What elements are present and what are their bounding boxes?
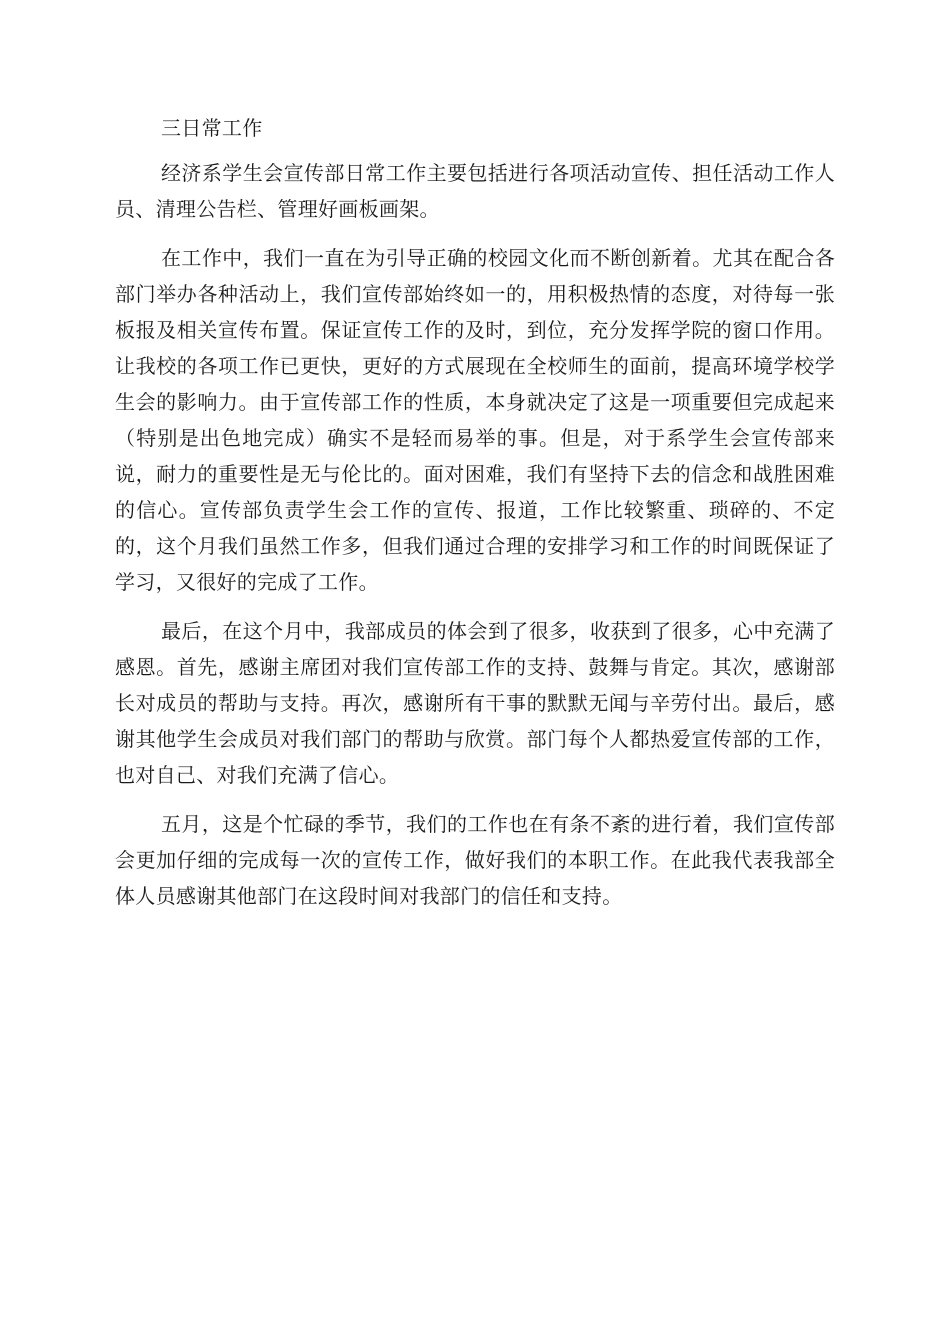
paragraph-gratitude: 最后，在这个月中，我部成员的体会到了很多，收获到了很多，心中充满了感恩。首先，感谢主席团对我们宣传部工作的支持、鼓舞与肯定。其次，感谢部长对成员的帮助与支持。再次，感谢所有干事的默默无闻与辛劳付出。最后，感谢其他学生会成员对我们部门的帮助与欣赏。部门每个人都热爱宣传部的工作，也对自己、对我们充满了信心。 (115, 619, 835, 787)
paragraph-work-description: 在工作中，我们一直在为引导正确的校园文化而不断创新着。尤其在配合各部门举办各种活动上，我们宣传部始终如一的，用积极热情的态度，对待每一张板报及相关宣传布置。保证宣传工作的及时，到位，充分发挥学院的窗口作用。让我校的各项工作已更快，更好的方式展现在全校师生的面前，提高环境学校学生会的影响力。由于宣传部工作的性质，本身就决定了这是一项重要但完成起来（特别是出色地完成）确实不是轻而易举的事。但是，对于系学生会宣传部来说，耐力的重要性是无与伦比的。面对困难，我们有坚持下去的信念和战胜困难的信心。宣传部负责学生会工作的宣传、报道，工作比较繁重、琐碎的、不定的，这个月我们虽然工作多，但我们通过合理的安排学习和工作的时间既保证了学习，又很好的完成了工作。 (115, 246, 835, 594)
section-heading: 三日常工作 (161, 116, 263, 140)
paragraph-daily-work-scope: 经济系学生会宣传部日常工作主要包括进行各项活动宣传、担任活动工作人员、清理公告栏、管理好画板画架。 (115, 161, 835, 221)
document-page (115, 110, 835, 927)
paragraph-closing: 五月，这是个忙碌的季节，我们的工作也在有条不紊的进行着，我们宣传部会更加仔细的完成每一次的宣传工作，做好我们的本职工作。在此我代表我部全体人员感谢其他部门在这段时间对我部门的信任和支持。 (115, 812, 835, 908)
